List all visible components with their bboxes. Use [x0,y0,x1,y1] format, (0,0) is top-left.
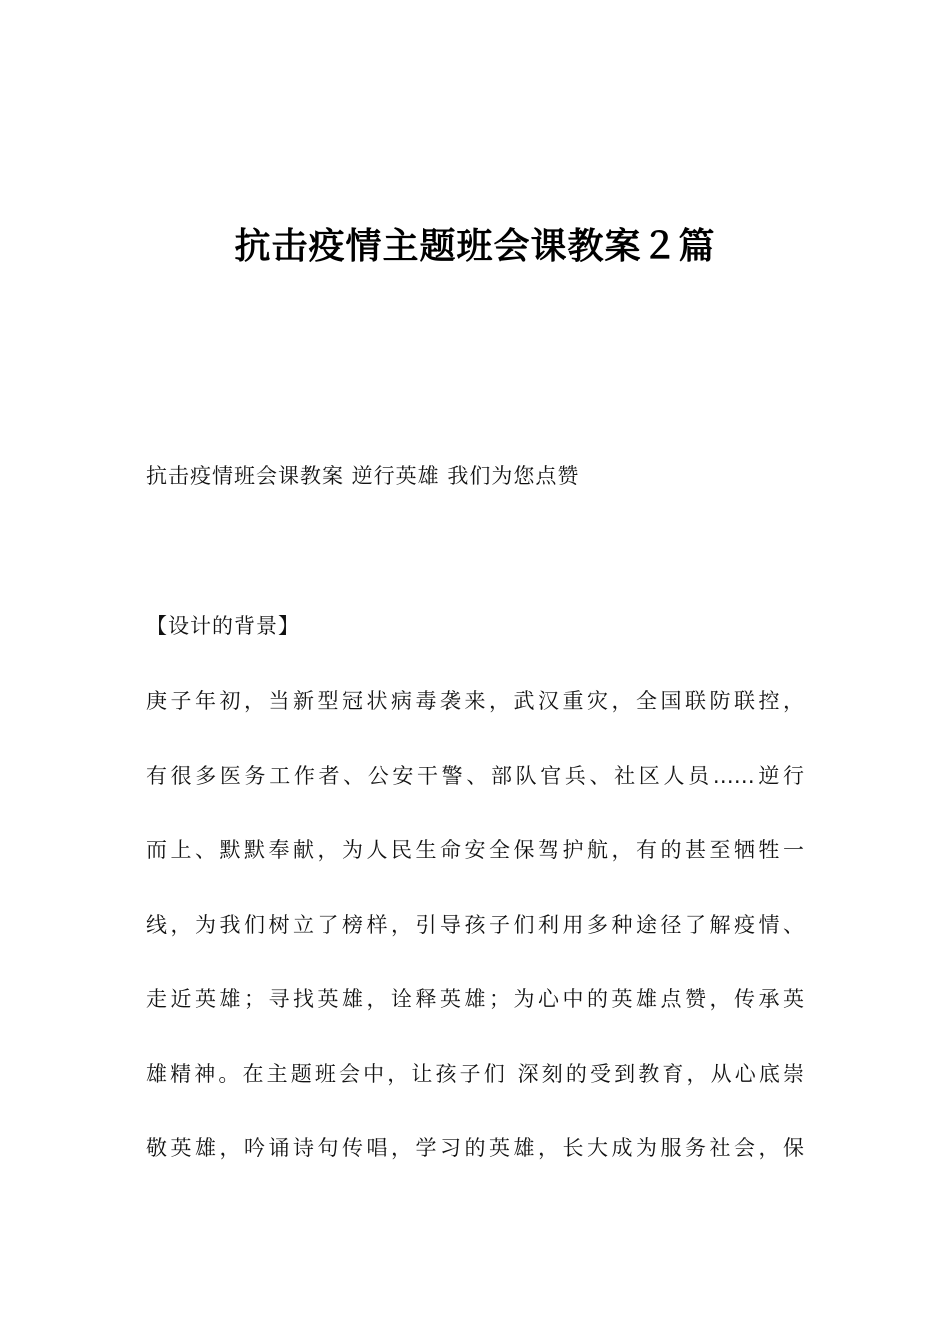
document-title: 抗击疫情主题班会课教案２篇 [234,226,716,267]
body-line: 雄精神。在主题班会中，让孩子们 深刻的受到教育，从心底崇 [146,1061,804,1086]
document-subtitle: 抗击疫情班会课教案 逆行英雄 我们为您点赞 [146,464,580,488]
section-heading: 【设计的背景】 [146,614,300,638]
body-line: 敬英雄，吟诵诗句传唱，学习的英雄，长大成为服务社会，保 [146,1136,804,1160]
body-line: 而上、默默奉献，为人民生命安全保驾护航，有的甚至牺牲一 [146,838,804,862]
body-line: 走近英雄；寻找英雄，诠释英雄；为心中的英雄点赞，传承英 [146,987,804,1011]
body-paragraph [146,686,816,1208]
body-line: 线，为我们树立了榜样，引导孩子们利用多种途径了解疫情、 [146,912,804,937]
body-line: 庚子年初，当新型冠状病毒袭来，武汉重灾，全国联防联控， [146,689,804,713]
body-line: 有很多医务工作者、公安干警、部队官兵、社区人员……逆行 [146,763,804,788]
